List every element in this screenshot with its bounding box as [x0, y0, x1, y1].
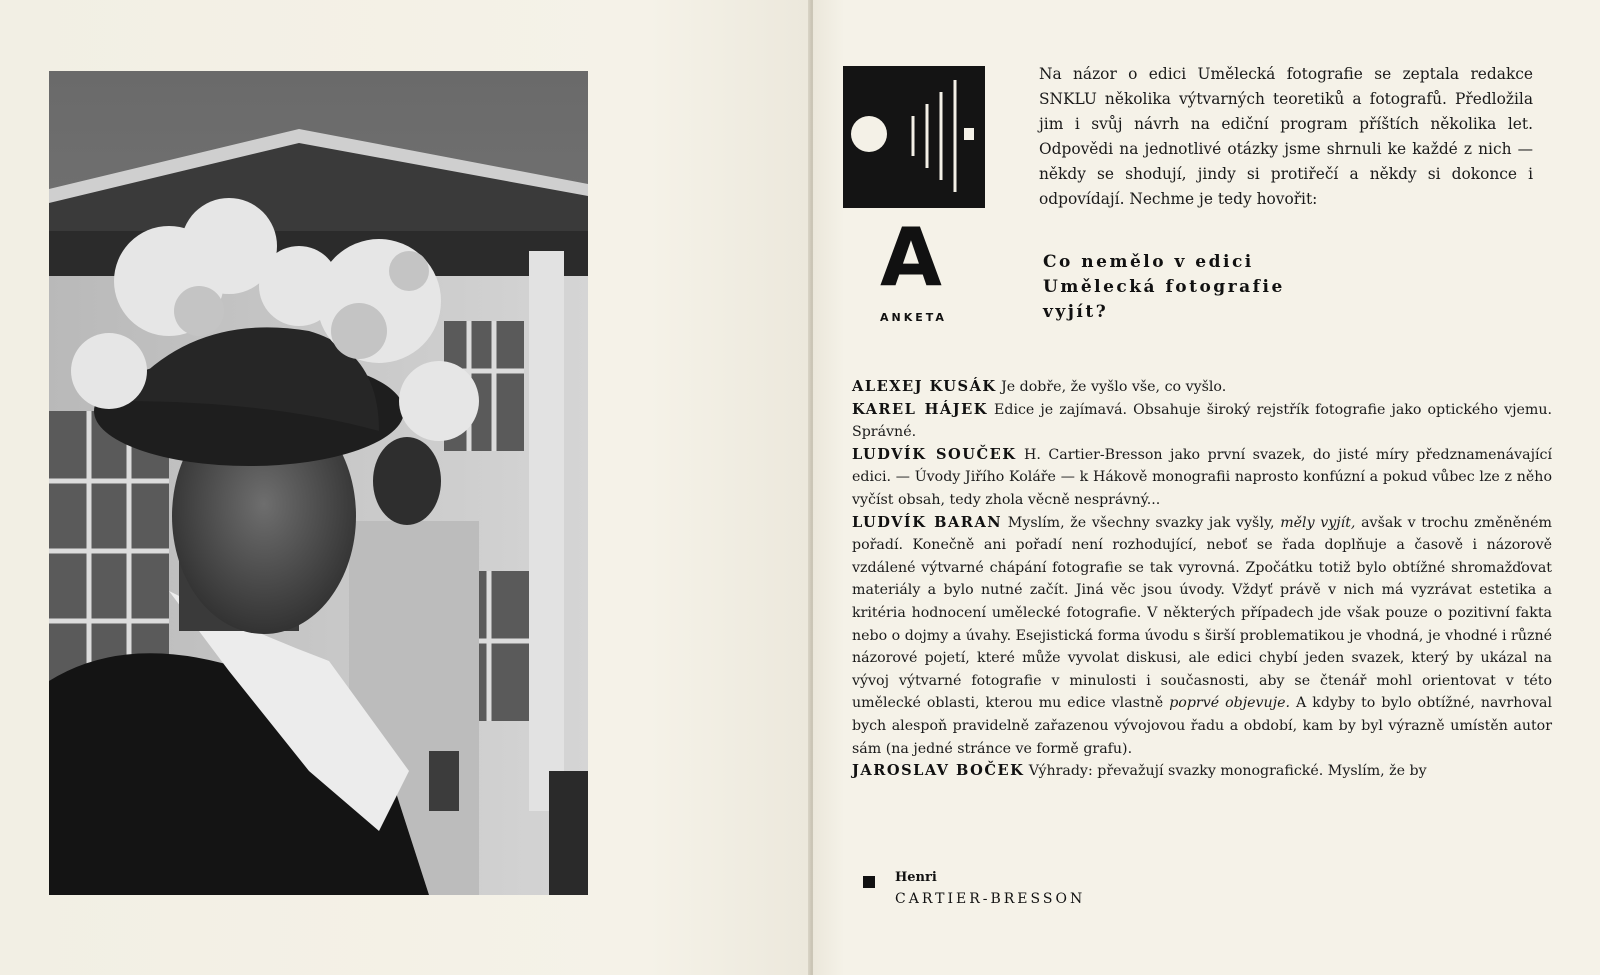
respondent-name: LUDVÍK SOUČEK: [852, 445, 1017, 463]
respondent-name: JAROSLAV BOČEK: [852, 762, 1025, 780]
camera-aperture-icon: [843, 66, 985, 208]
intro-paragraph: Na názor o edici Umělecká fotografie se zeptala redakce SNKLU několika výtvarných teoretiků a fotografů. Předložila jim i svůj návrh na ediční program příštích několika let. Odpovědi na jednotlivé otázky jsme shrnuli ke každé z nich — někdy se shodují, jindy si protiřečí a někdy si dokonce i odpovídají. Nechme je tedy hovořit:: [1039, 65, 1533, 208]
answer-text: Je dobře, že vyšlo vše, co vyšlo.: [996, 379, 1227, 395]
answer-hajek: [852, 399, 1552, 444]
answer-soucek: [852, 444, 1552, 512]
section-letter: A: [880, 211, 942, 304]
section-label: ANKETA: [880, 311, 947, 324]
respondent-name: KAREL HÁJEK: [852, 400, 988, 418]
answer-emphasis: poprvé objevuje.: [1169, 695, 1291, 712]
answer-kusak: [852, 376, 1552, 399]
photographer-first-name: Henri: [895, 870, 937, 885]
answers-text: [852, 376, 1552, 783]
question-line-3: vyjít?: [1043, 302, 1109, 322]
answer-text: Edice je zajímavá. Obsahuje široký rejstřík fotografie jako optického vjemu. Správné.: [852, 401, 1552, 441]
answer-text: A kdyby to bylo obtížné, navrhoval bych alespoň pravidelně zařazenou vývojovou řadu a období, kam by byl výrazně umístěn autor sám (na jedné stránce ve formě grafu).: [852, 695, 1553, 757]
credit-marker: [863, 876, 875, 888]
respondent-name: LUDVÍK BARAN: [852, 513, 1003, 531]
question-heading: [1043, 250, 1363, 325]
answer-text: avšak v trochu změněném pořadí. Konečně ani pořadí není rozhodující, neboť se řada doplňuje a časově i názorově vzdálené výtvarné chápání fotografie se tak vyrovná. Zpočátku totiž bylo obtížné shromažďovat materiály a bylo nutné začít. Jiná věc jsou úvody. Vždyť právě v nich má vyzrávat estetika a kritéria hodnocení umělecké fotografie. V některých případech jde však pouze o pozitivní fakta nebo o dojmy a úvahy. Esejistická forma úvodu s širší problematikou je vhodná, je vhodné i různé názorové pojetí, které může vyvolat diskusi, ale edici chybí jeden svazek, který by ukázal na vývoj výtvarné fotografie v minulosti i současnosti, aby se čtenář mohl orientovat v této umělecké oblasti, kterou mu edice vlastně: [852, 514, 1552, 712]
answer-text: Myslím, že všechny svazky jak vyšly,: [1002, 514, 1281, 531]
photographer-last-name: CARTIER-BRESSON: [895, 891, 1086, 907]
answer-text: H. Cartier-Bresson jako první svazek, do jisté míry předznamenávající edici. — Úvody Jiřího Koláře — k Hákově monografii naprosto konfúzní a pokud vůbec lze z něho vyčíst obsah, tedy zhola věcně nesprávný...: [852, 446, 1553, 508]
answer-bocek: [852, 760, 1552, 783]
question-line-1: Co nemělo v edici: [1043, 252, 1254, 272]
answer-baran: [852, 512, 1552, 761]
question-line-2: Umělecká fotografie: [1043, 277, 1285, 297]
answer-emphasis: měly vyjít,: [1280, 514, 1356, 531]
answer-text: Výhrady: převažují svazky monografické. Myslím, že by: [1024, 763, 1427, 780]
respondent-name: ALEXEJ KUSÁK: [852, 378, 997, 395]
portrait-photograph: [49, 71, 588, 895]
